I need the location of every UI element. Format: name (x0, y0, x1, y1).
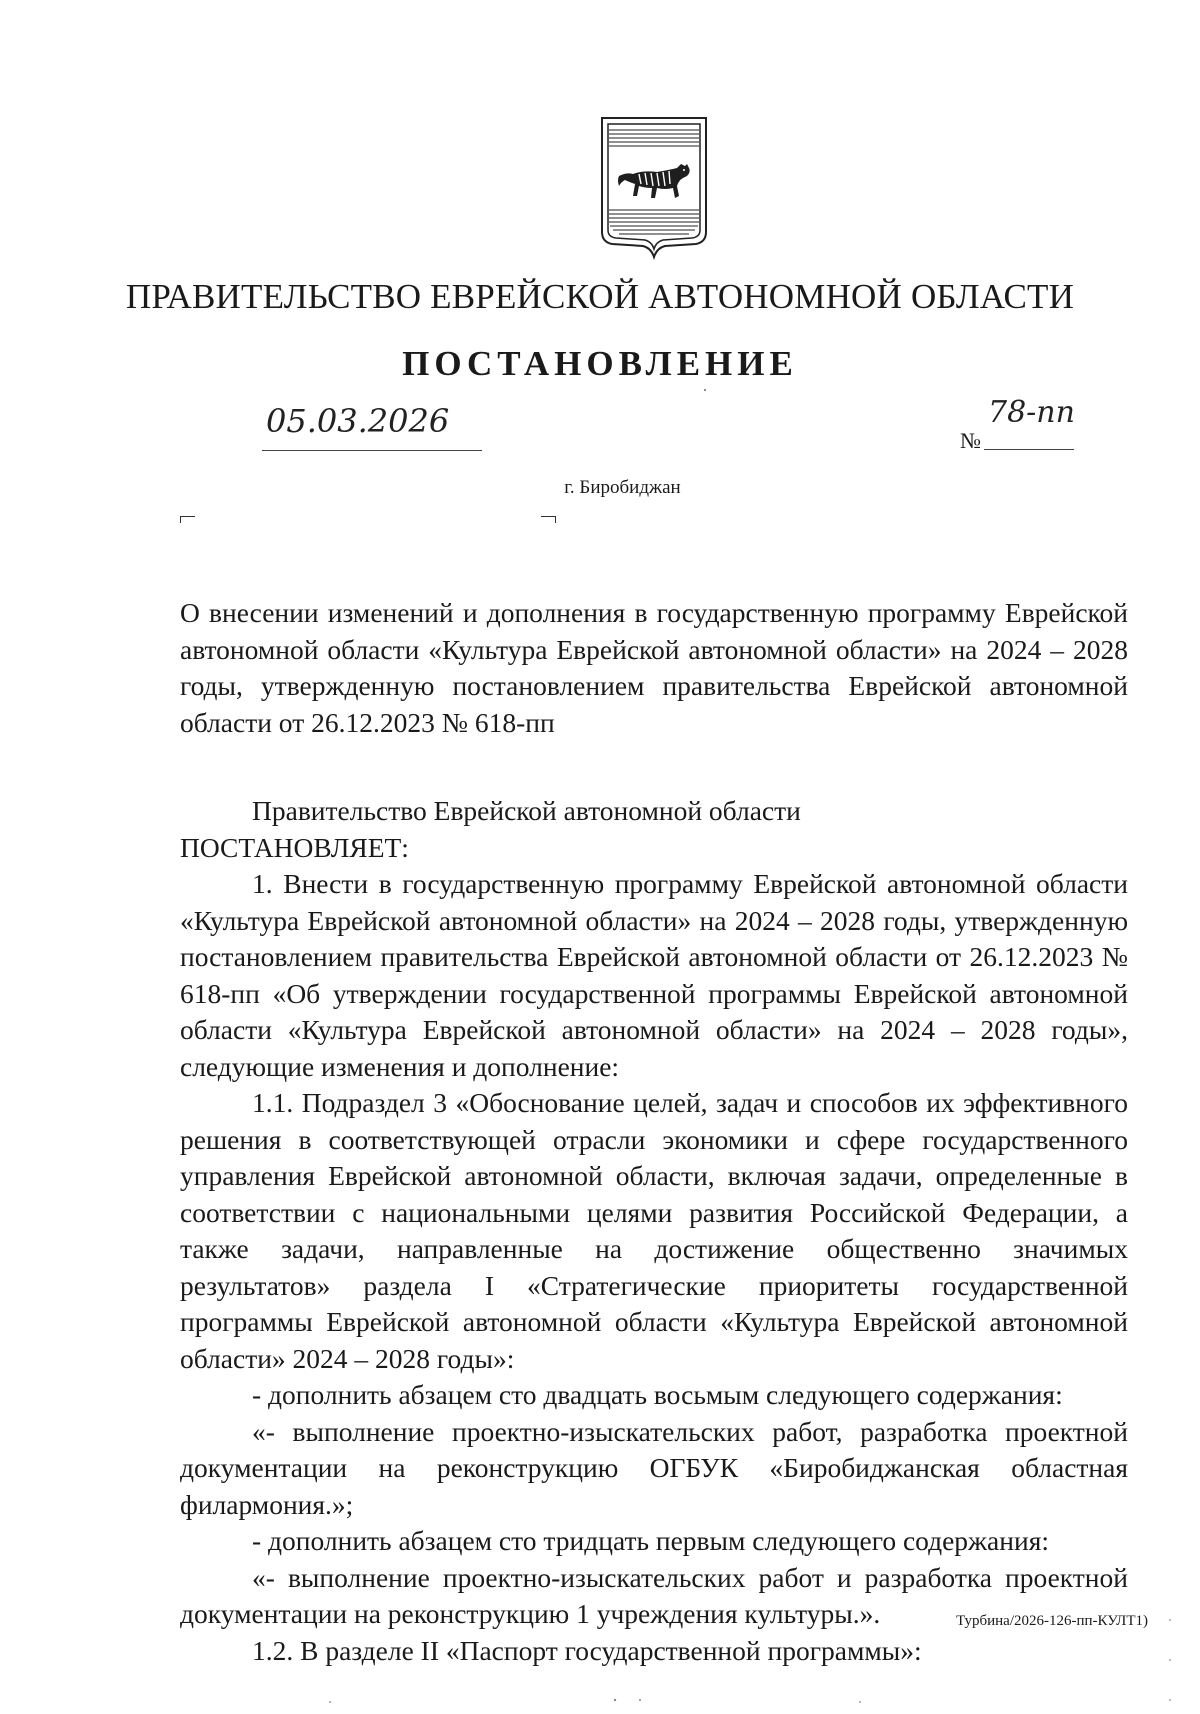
paragraph: «- выполнение проектно-изыскательских работ и разработка проектной документации на реконструкцию 1 учреждения культуры.». (180, 1561, 1128, 1629)
date-field (262, 402, 482, 451)
handwritten-date: 05.03.2026 (266, 402, 450, 440)
paragraph: 1.1. Подраздел 3 «Обоснование целей, задач и способов их эффективного решения в соответствующей отрасли экономики и сфере государственного управления Еврейской автономной области, включая задачи, определенные в соответствии с национальными целями развития Российской Федерации, а также задачи, направленные на достижение общественно значимых результатов» раздела I «Стратегические приоритеты государственной программы Еврейской автономной области «Культура Еврейской автономной области» 2024 – 2028 годы»: (180, 1087, 1128, 1374)
footer-code: Турбина/2026-126-пп-КУЛТ1) (956, 1613, 1148, 1629)
city-label: г. Биробиджан (564, 477, 681, 498)
preamble-line: Правительство Еврейской автономной области (252, 795, 801, 826)
coat-of-arms-tiger-icon (599, 114, 709, 260)
number-field (984, 395, 1075, 450)
document-body (180, 793, 1128, 1669)
number-label: № (960, 428, 981, 453)
document-type-heading: ПОСТАНОВЛЕНИЕ (402, 344, 798, 383)
resolution-word: ПОСТАНОВЛЯЕТ: (180, 831, 409, 863)
document-subject: О внесении изменений и дополнения в государственную программу Еврейской автономной области «Культура Еврейской автономной области» на 2024 – 2028 годы, утвержденную постановлением правительства Еврейской автономной области от 26.12.2023 № 618-пп (180, 597, 1128, 738)
paragraph: 1. Внести в государственную программу Еврейской автономной области «Культура Еврейской автономной области» на 2024 – 2028 годы, утвержденную постановлением правительства Еврейской автономной области от 26.12.2023 № 618-пп «Об утверждении государственной программы Еврейской автономной области «Культура Еврейской автономной области» на 2024 – 2028 годы», следующие изменения и дополнение: (180, 868, 1128, 1082)
paragraph: 1.2. В разделе II «Паспорт государственной программы»: (252, 1634, 922, 1666)
handwritten-number: 78-пп (988, 395, 1075, 430)
left-corner-mark (180, 516, 195, 523)
government-title: ПРАВИТЕЛЬСТВО ЕВРЕЙСКОЙ АВТОНОМНОЙ ОБЛАСТИ (125, 277, 1075, 316)
paragraph: «- выполнение проектно-изыскательских работ, разработка проектной документации на реконструкцию ОГБУК «Биробиджанская областная филармония.»; (180, 1415, 1128, 1520)
right-corner-mark (541, 516, 556, 523)
paragraph: - дополнить абзацем сто двадцать восьмым следующего содержания: (252, 1379, 1063, 1410)
paragraph: - дополнить абзацем сто тридцать первым следующего содержания: (252, 1525, 1049, 1556)
